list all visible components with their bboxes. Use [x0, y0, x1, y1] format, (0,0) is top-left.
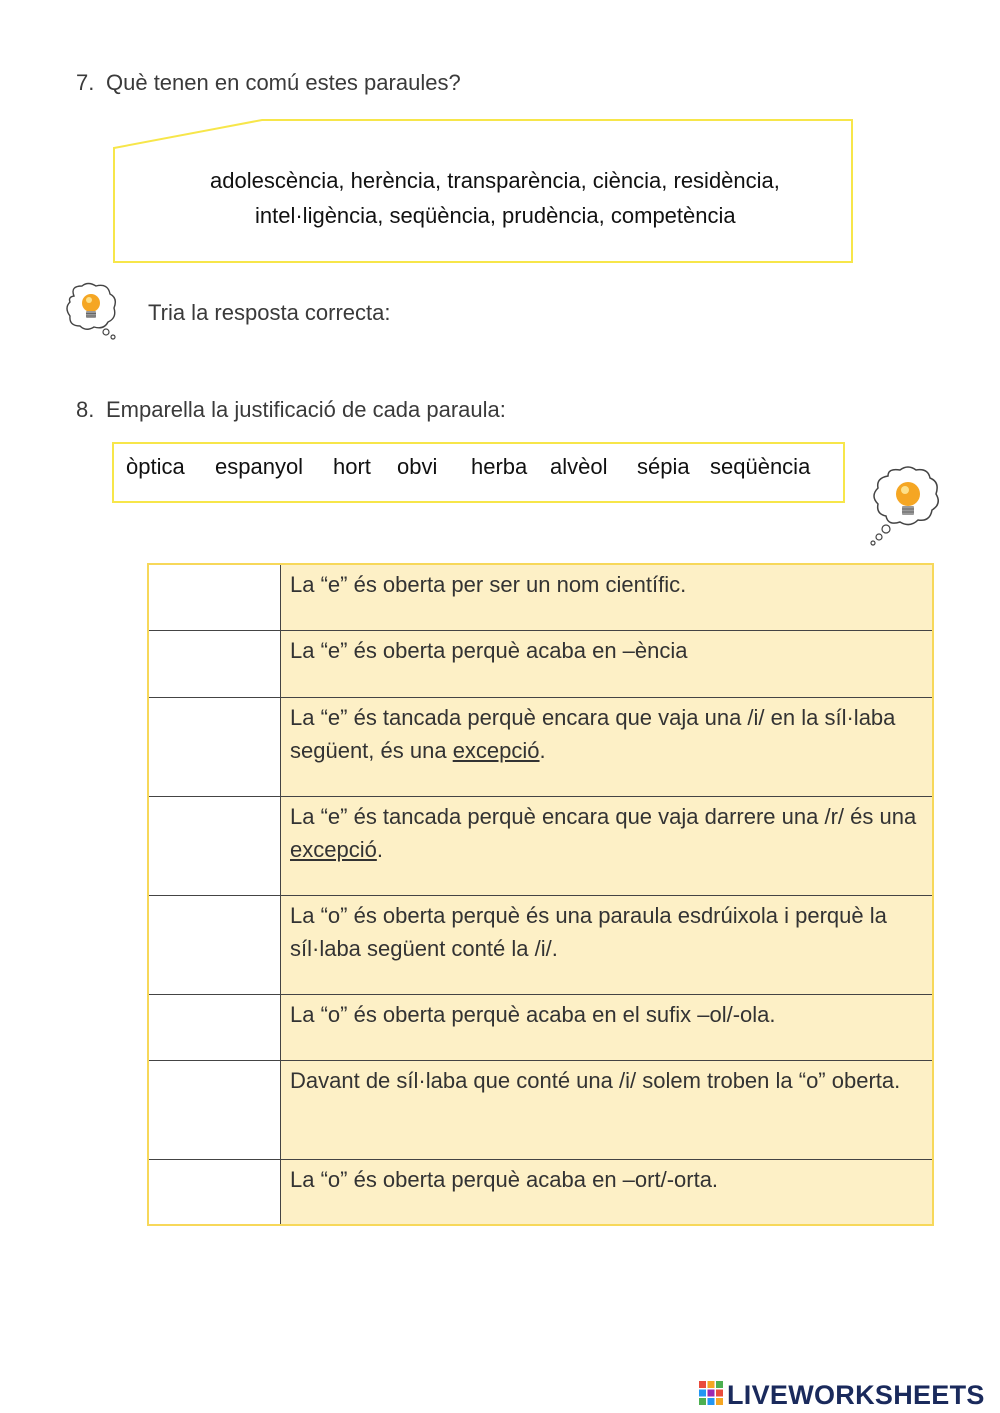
justification-cell: La “e” és tancada perquè encara que vaja una /i/ en la síl·laba següent, és una excepció.	[281, 697, 934, 796]
lightbulb-thought-icon	[868, 466, 944, 546]
word-bank-item[interactable]: seqüència	[710, 454, 811, 479]
hint-text: Tria la resposta correcta:	[148, 300, 391, 325]
question-7-words-line-2: intel·ligència, seqüència, prudència, competència	[255, 203, 736, 228]
table-row	[148, 630, 933, 697]
word-bank-item[interactable]: sépia	[637, 454, 690, 479]
question-8-number: 8.	[76, 397, 95, 422]
exception-link: excepció	[452, 737, 540, 763]
answer-drop-slot[interactable]	[148, 994, 281, 1060]
answer-drop-slot[interactable]	[148, 895, 281, 994]
justification-cell: La “o” és oberta perquè acaba en el sufix –ol/-ola.	[281, 994, 934, 1060]
lightbulb-thought-icon	[64, 282, 120, 340]
table-row	[148, 1060, 933, 1159]
justification-cell: La “e” és tancada perquè encara que vaja darrere una /r/ és una excepció.	[281, 796, 934, 895]
word-bank-item[interactable]: alvèol	[550, 454, 608, 479]
answer-drop-slot[interactable]	[148, 796, 281, 895]
question-7-number: 7.	[76, 70, 95, 95]
table-row	[148, 697, 933, 796]
justification-cell: Davant de síl·laba que conté una /i/ solem troben la “o” oberta.	[281, 1060, 934, 1159]
answer-drop-slot[interactable]	[148, 1159, 281, 1225]
exception-link: excepció	[290, 836, 377, 862]
justification-cell: La “e” és oberta per ser un nom científic.	[281, 564, 934, 630]
table-row	[148, 796, 933, 895]
word-bank-item[interactable]: herba	[471, 454, 528, 479]
answer-drop-slot[interactable]	[148, 1060, 281, 1159]
word-bank-item[interactable]: hort	[333, 454, 371, 479]
word-bank-item[interactable]: òptica	[126, 454, 185, 479]
table-row	[148, 895, 933, 994]
justification-cell: La “o” és oberta perquè acaba en –ort/-orta.	[281, 1159, 934, 1225]
question-8-prompt: Emparella la justificació de cada paraula:	[106, 397, 506, 422]
word-bank-item[interactable]: espanyol	[215, 454, 304, 479]
answer-drop-slot[interactable]	[148, 697, 281, 796]
question-8-title	[76, 397, 506, 423]
question-7-title	[76, 70, 461, 96]
answer-drop-slot[interactable]	[148, 630, 281, 697]
justification-cell: La “o” és oberta perquè és una paraula esdrúixola i perquè la síl·laba següent conté la /i/.	[281, 895, 934, 994]
question-7-prompt: Què tenen en comú estes paraules?	[106, 70, 461, 95]
justification-cell: La “e” és oberta perquè acaba en –ència	[281, 630, 934, 697]
brand-name: LIVEWORKSHEETS	[727, 1379, 985, 1410]
liveworksheets-logo-icon	[698, 1380, 724, 1411]
table-row	[148, 994, 933, 1060]
liveworksheets-brand[interactable]	[698, 1378, 985, 1412]
table-row	[148, 564, 933, 630]
table-row	[148, 1159, 933, 1225]
question-7-words-line-1: adolescència, herència, transparència, ciència, residència,	[210, 168, 780, 193]
matching-table	[147, 563, 934, 1226]
word-bank-item[interactable]: obvi	[397, 454, 438, 479]
answer-drop-slot[interactable]	[148, 564, 281, 630]
